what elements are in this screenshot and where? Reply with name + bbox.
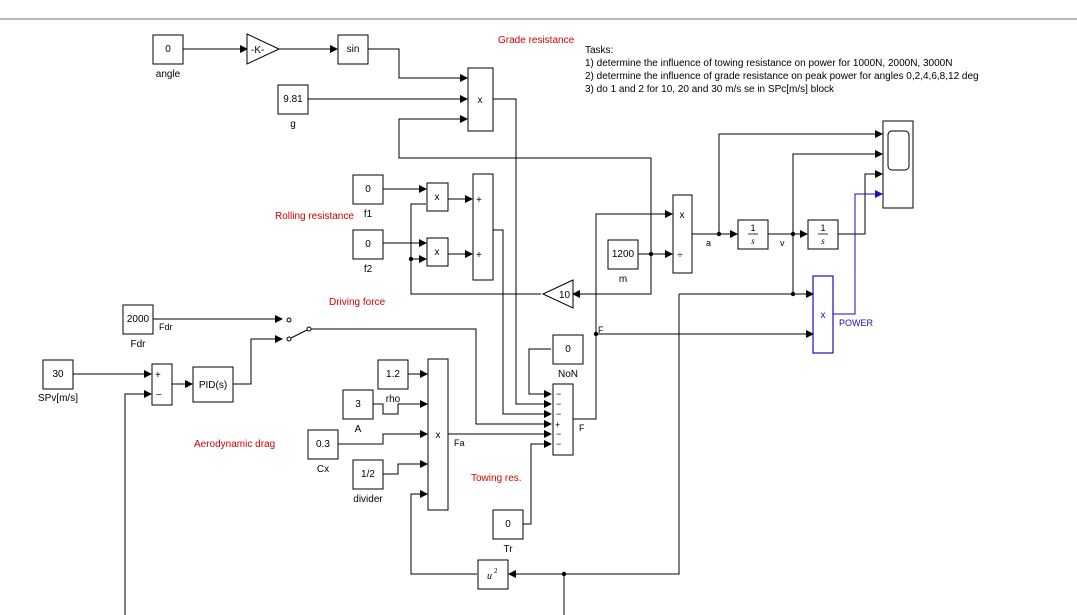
svg-text:9.81: 9.81 — [283, 94, 303, 105]
task-item: 2) determine the influence of grade resistance on peak power for angles 0,2,4,6,8,12 deg — [585, 71, 979, 82]
svg-text:divider: divider — [353, 494, 383, 505]
svg-text:0: 0 — [505, 519, 511, 530]
tasks-title: Tasks: — [585, 45, 614, 56]
svg-text:0: 0 — [365, 239, 371, 250]
svg-text:m: m — [618, 274, 628, 285]
integrator-velocity-block[interactable] — [738, 220, 768, 249]
svg-text:0: 0 — [565, 344, 571, 355]
sin-block[interactable] — [338, 35, 368, 64]
divider-constant-block[interactable] — [353, 460, 383, 505]
svg-text:NoN: NoN — [557, 369, 579, 380]
svg-text:x: x — [434, 247, 440, 258]
cx-constant-block[interactable] — [308, 430, 338, 475]
svg-text:+: + — [476, 250, 482, 261]
svg-text:−: − — [156, 390, 162, 401]
rho-constant-block[interactable] — [378, 360, 408, 405]
svg-text:1/2: 1/2 — [361, 469, 375, 480]
svg-text:10: 10 — [559, 290, 571, 301]
aero-product-block[interactable] — [428, 359, 448, 510]
svg-text:f1: f1 — [363, 209, 373, 220]
f2-constant-block[interactable] — [353, 230, 383, 275]
svg-text:PID(s): PID(s) — [198, 380, 228, 391]
power-product-block[interactable] — [813, 276, 833, 353]
force-sum-block[interactable] — [553, 384, 573, 455]
task-item: 1) determine the influence of towing resistance on power for 1000N, 2000N, 3000N — [585, 58, 953, 69]
svg-text:x: x — [477, 95, 483, 106]
grade-product-block[interactable] — [468, 68, 493, 131]
signal-lines — [73, 49, 882, 615]
svg-text:−: − — [556, 429, 562, 439]
svg-text:Fdr: Fdr — [130, 339, 146, 350]
svg-text:÷: ÷ — [677, 250, 683, 261]
v-signal-label: v — [780, 238, 785, 248]
aerodynamic-drag-label: Aerodynamic drag — [194, 439, 276, 450]
svg-text:0: 0 — [365, 184, 371, 195]
svg-text:g: g — [290, 119, 296, 130]
svg-text:2000: 2000 — [126, 314, 150, 325]
svg-text:1: 1 — [820, 223, 826, 233]
a-signal-label: a — [706, 238, 712, 248]
rolling-sum-block[interactable] — [473, 174, 493, 280]
grade-resistance-label: Grade resistance — [498, 35, 575, 46]
svg-text:1200: 1200 — [611, 249, 635, 260]
fa-signal-label: Fa — [454, 438, 465, 448]
tr-constant-block[interactable] — [493, 510, 523, 555]
rolling-product-1-block[interactable] — [427, 183, 448, 211]
square-block[interactable] — [478, 560, 508, 589]
svg-text:angle: angle — [155, 69, 181, 80]
fdr-constant-block[interactable] — [123, 305, 153, 350]
svg-text:Cx: Cx — [316, 464, 330, 475]
svg-text:A: A — [354, 424, 362, 435]
svg-text:f2: f2 — [363, 264, 373, 275]
error-sum-block[interactable] — [152, 364, 172, 405]
svg-text:−: − — [556, 439, 562, 449]
svg-text:x: x — [435, 430, 441, 441]
g-constant-block[interactable] — [278, 85, 308, 130]
svg-text:s: s — [751, 236, 755, 246]
rolling-resistance-label: Rolling resistance — [275, 211, 354, 222]
svg-text:2: 2 — [494, 567, 498, 575]
driving-force-label: Driving force — [329, 297, 386, 308]
svg-text:1.2: 1.2 — [386, 369, 400, 380]
rolling-product-2-block[interactable] — [427, 238, 448, 266]
svg-text:−: − — [556, 399, 562, 409]
area-constant-block[interactable] — [343, 390, 373, 435]
gain-k-block[interactable] — [247, 34, 279, 64]
scope-block[interactable] — [883, 121, 913, 208]
svg-text:u: u — [487, 571, 492, 582]
pid-controller-block[interactable] — [193, 367, 233, 402]
f1-constant-block[interactable] — [353, 175, 383, 220]
svg-text:x: x — [679, 210, 685, 221]
f-signal-label: F — [598, 325, 604, 335]
svg-text:x: x — [434, 192, 440, 203]
svg-text:SPv[m/s]: SPv[m/s] — [37, 393, 79, 404]
spv-constant-block[interactable] — [38, 360, 78, 404]
svg-text:−: − — [556, 389, 562, 399]
svg-text:1: 1 — [750, 223, 756, 233]
svg-text:Tr: Tr — [503, 544, 513, 555]
svg-text:+: + — [555, 420, 561, 430]
fdr-signal-label: Fdr — [159, 322, 173, 332]
task-item: 3) do 1 and 2 for 10, 20 and 30 m/s se in SPc[m/s] block — [585, 84, 835, 95]
svg-text:−: − — [556, 409, 562, 419]
integrator-position-block[interactable] — [808, 220, 838, 249]
power-signal-label: POWER — [839, 318, 874, 328]
manual-switch-block[interactable] — [287, 318, 311, 341]
svg-text:s: s — [821, 236, 825, 246]
divide-block[interactable] — [673, 195, 692, 273]
angle-constant-block[interactable] — [153, 35, 183, 80]
junction-dots — [409, 232, 795, 576]
svg-text:sin: sin — [346, 44, 360, 55]
mass-constant-block[interactable] — [608, 240, 638, 285]
svg-text:rho: rho — [385, 394, 401, 405]
svg-text:0: 0 — [165, 44, 171, 55]
f-sum-output-label: F — [579, 423, 585, 433]
svg-text:+: + — [476, 195, 482, 206]
svg-text:30: 30 — [52, 369, 64, 380]
tasks-annotation — [585, 44, 979, 96]
svg-text:+: + — [155, 370, 161, 381]
non-constant-block[interactable] — [553, 335, 583, 380]
gain-10-block[interactable] — [543, 280, 573, 308]
svg-text:3: 3 — [355, 399, 361, 410]
svg-text:-K-: -K- — [251, 45, 265, 56]
svg-text:x: x — [820, 310, 826, 321]
towing-resistance-label: Towing res. — [471, 473, 522, 484]
svg-text:0.3: 0.3 — [316, 439, 330, 450]
